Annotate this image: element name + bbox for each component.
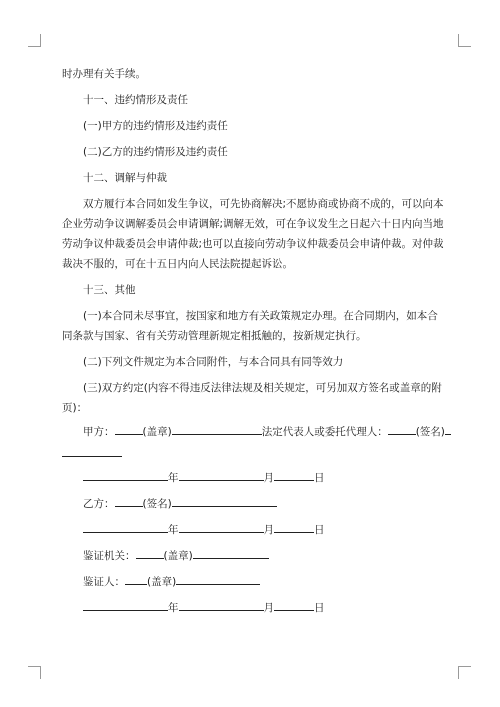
party-a-label: 甲方： xyxy=(83,426,115,438)
day-label: 日 xyxy=(314,602,325,614)
item-annex-documents: (二)下列文件规定为本合同附件，与本合同具有同等效力 xyxy=(83,356,344,368)
blank-field xyxy=(179,598,264,611)
blank-field xyxy=(274,598,314,611)
item-unresolved-matters: (一)本合同未尽事宜，按国家和地方有关政策规定办理。在合同期内，如本合同条款与国家、省有关劳动管理新规定相抵触的，按新规定执行。 xyxy=(62,310,438,342)
legal-rep-label: 法定代表人或委托代理人： xyxy=(261,426,388,438)
item-party-a-breach: (一)甲方的违约情形及违约责任 xyxy=(83,120,228,132)
seal-label: (盖章) xyxy=(142,426,172,438)
certifier-signature-line xyxy=(83,572,260,592)
crop-mark-top-left xyxy=(28,34,41,47)
blank-field xyxy=(125,572,147,585)
year-label: 年 xyxy=(168,602,179,614)
day-label: 日 xyxy=(314,472,325,484)
party-b-signature-line xyxy=(83,494,277,514)
year-label: 年 xyxy=(168,524,179,536)
heading-breach-liability: 十一、违约情形及责任 xyxy=(83,94,188,106)
blank-field xyxy=(274,468,314,481)
blank-field xyxy=(179,520,264,533)
crop-mark-bottom-right xyxy=(458,666,471,679)
heading-other: 十三、其他 xyxy=(83,284,136,296)
blank-field xyxy=(193,546,269,559)
blank-field xyxy=(445,422,451,435)
blank-field xyxy=(83,598,168,611)
blank-field xyxy=(172,422,262,435)
paragraph-dispute-resolution: 双方履行本合同如发生争议，可先协商解决;不愿协商或协商不成的，可以向本企业劳动争议调解委员会申请调解;调解无效，可在争议发生之日起六十日内向当地劳动争议仲裁委员会申请仲裁;也可以直接向劳动争议仲裁委员会申请仲裁。对仲裁裁决不服的，可在十五日内向人民法院提起诉讼。 xyxy=(62,198,444,270)
party-b-label: 乙方： xyxy=(83,498,115,510)
authority-signature-line xyxy=(83,546,269,566)
sign-label: (签名) xyxy=(415,426,445,438)
date-line-3 xyxy=(83,598,325,618)
blank-field xyxy=(115,494,143,507)
blank-field xyxy=(176,572,260,585)
blank-field xyxy=(136,546,164,559)
authority-label: 鉴证机关： xyxy=(83,550,136,562)
blank-field xyxy=(274,520,314,533)
blank-field xyxy=(388,422,416,435)
month-label: 月 xyxy=(263,472,274,484)
day-label: 日 xyxy=(314,524,325,536)
seal-label: (盖章) xyxy=(147,576,177,588)
year-label: 年 xyxy=(168,472,179,484)
date-line-1 xyxy=(83,468,325,488)
crop-mark-bottom-left xyxy=(28,666,41,679)
month-label: 月 xyxy=(263,524,274,536)
blank-field xyxy=(83,520,168,533)
blank-field xyxy=(172,494,277,507)
month-label: 月 xyxy=(263,602,274,614)
blank-field xyxy=(179,468,264,481)
date-line-2 xyxy=(83,520,325,540)
sign-label: (签名) xyxy=(142,498,172,510)
seal-label: (盖章) xyxy=(163,550,193,562)
blank-field xyxy=(62,444,122,457)
paragraph-continuation: 时办理有关手续。 xyxy=(62,68,146,80)
wrapped-blank-line xyxy=(62,444,122,464)
crop-mark-top-right xyxy=(458,34,471,47)
blank-field xyxy=(115,422,143,435)
item-mutual-agreement: (三)双方约定(内容不得违反法律法规及相关规定，可另加双方签名或盖章的附页)： xyxy=(62,382,442,414)
blank-field xyxy=(83,468,168,481)
certifier-label: 鉴证人： xyxy=(83,576,125,588)
party-a-signature-line xyxy=(83,422,451,442)
document-body xyxy=(62,64,446,424)
heading-mediation-arbitration: 十二、调解与仲裁 xyxy=(83,172,167,184)
item-party-b-breach: (二)乙方的违约情形及违约责任 xyxy=(83,146,228,158)
